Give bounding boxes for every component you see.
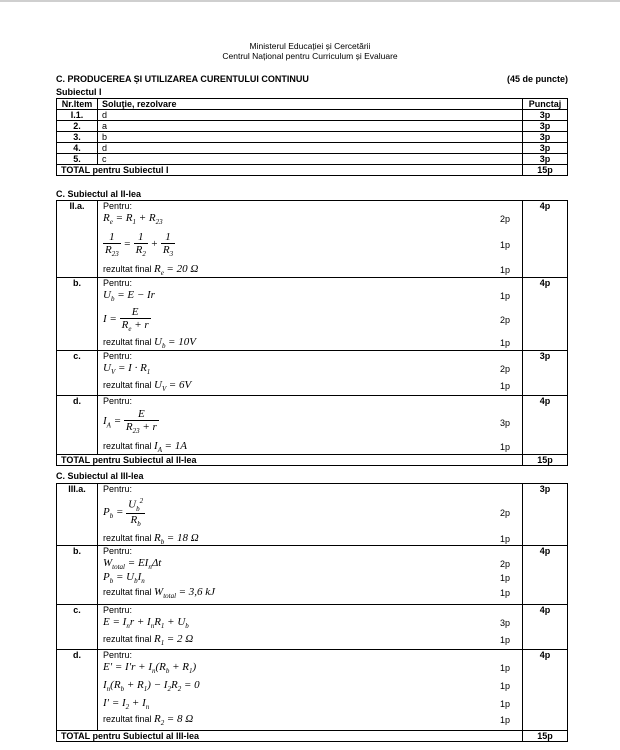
item-points: 4p	[523, 546, 568, 605]
item-number: c.	[57, 351, 98, 396]
header-points: Punctaj	[523, 99, 568, 110]
final-result-value: = 3,6 kJ	[178, 586, 216, 598]
final-result-value: = 2 Ω	[166, 633, 194, 645]
step-points: 2p	[499, 364, 510, 374]
item-points: 3p	[523, 143, 568, 154]
step-points: 1p	[499, 635, 510, 645]
step-points: 1p	[499, 442, 510, 452]
table-row	[57, 110, 568, 121]
ministry-name: Ministerul Educației și Cercetării	[249, 41, 371, 51]
subject-3-label: C. Subiectul al III-lea	[56, 471, 144, 481]
pentru-label: Pentru:	[103, 396, 133, 406]
item-number: 5.	[57, 154, 98, 165]
step-points: 1p	[499, 699, 510, 709]
section-points: (45 de puncte)	[506, 74, 568, 84]
item-number: 4.	[57, 143, 98, 154]
total-points: 15p	[523, 455, 568, 466]
step-points: 1p	[499, 573, 510, 583]
item-points: 4p	[523, 278, 568, 351]
answer: c	[98, 154, 523, 165]
solution-cell	[98, 396, 523, 455]
step-points: 1p	[499, 381, 510, 391]
final-result-value: = 10V	[168, 336, 196, 348]
item-number: II.a.	[57, 201, 98, 278]
answer: d	[98, 143, 523, 154]
page-top-border	[0, 0, 620, 2]
final-result: rezultat final $R_b = 18$ Ω	[103, 532, 199, 547]
final-result: rezultat final $U_b = 10V$	[103, 336, 196, 351]
step-points: 1p	[499, 715, 510, 725]
item-row-2a	[57, 201, 568, 278]
final-result: rezultat final $R_1 = 2$ Ω	[103, 633, 194, 648]
section-title	[56, 74, 568, 84]
final-result: rezultat final $R_e = 20$ Ω	[103, 263, 199, 278]
final-result-value: = 20 Ω	[166, 263, 199, 275]
subject-1-label: Subiectul I	[56, 87, 102, 97]
item-points: 4p	[523, 396, 568, 455]
final-result-label: rezultat final	[103, 441, 152, 451]
solution-cell	[98, 650, 523, 731]
table-header-row	[57, 99, 568, 110]
item-points: 3p	[523, 121, 568, 132]
final-result-value: = 1A	[164, 440, 187, 452]
item-points: 4p	[523, 201, 568, 278]
total-label: TOTAL pentru Subiectul I	[57, 165, 523, 176]
step-points: 1p	[499, 265, 510, 275]
final-result-label: rezultat final	[103, 533, 152, 543]
answer: a	[98, 121, 523, 132]
total-row	[57, 165, 568, 176]
item-number: b.	[57, 278, 98, 351]
table-row	[57, 143, 568, 154]
total-label: TOTAL pentru Subiectul al II-lea	[57, 455, 523, 466]
answer: d	[98, 110, 523, 121]
item-number: d.	[57, 396, 98, 455]
answer: b	[98, 132, 523, 143]
item-row-2c	[57, 351, 568, 396]
final-result-value: = 8 Ω	[166, 713, 194, 725]
final-result-label: rezultat final	[103, 337, 152, 347]
step-points: 1p	[499, 663, 510, 673]
item-points: 3p	[523, 484, 568, 546]
step-points: 1p	[499, 534, 510, 544]
step-points: 2p	[499, 508, 510, 518]
table-row	[57, 121, 568, 132]
total-label: TOTAL pentru Subiectul al III-lea	[57, 731, 523, 742]
item-points: 3p	[523, 110, 568, 121]
section-title-text: C. PRODUCEREA ȘI UTILIZAREA CURENTULUI CONTINUU	[56, 74, 309, 84]
pentru-label: Pentru:	[103, 201, 133, 211]
item-points: 3p	[523, 351, 568, 396]
solution-cell	[98, 546, 523, 605]
final-result: rezultat final $W_{total} = 3,6$ kJ	[103, 586, 216, 601]
formula-node: $I' = I_2 + I_n$	[103, 697, 150, 712]
table-row	[57, 132, 568, 143]
formula-loop: $I_n(R_b + R_1) - I_2R_2 = 0$	[103, 679, 200, 694]
solution-cell	[98, 605, 523, 650]
solution-cell	[98, 484, 523, 546]
step-points: 1p	[499, 291, 510, 301]
formula-ammeter: $I_A$ = $\frac{E}{R_{23} + r}$	[103, 408, 157, 436]
final-result: rezultat final $U_V = 6V$	[103, 379, 192, 394]
solution-cell	[98, 351, 523, 396]
subject-3-table	[56, 483, 568, 742]
table-row	[57, 154, 568, 165]
formula-equivalent-resistance: $R_e = R_1 + R_{23}$	[103, 212, 163, 227]
step-points: 1p	[499, 240, 510, 250]
pentru-label: Pentru:	[103, 351, 133, 361]
final-result: rezultat final $R_2 = 8$ Ω	[103, 713, 194, 728]
step-points: 2p	[499, 214, 510, 224]
step-points: 1p	[499, 338, 510, 348]
step-points: 1p	[499, 681, 510, 691]
item-row-3b	[57, 546, 568, 605]
pentru-label: Pentru:	[103, 650, 133, 660]
solution-cell	[98, 201, 523, 278]
item-row-2d	[57, 396, 568, 455]
final-result-label: rezultat final	[103, 587, 152, 597]
center-name: Centrul Național pentru Curriculum și Evaluare	[222, 51, 398, 61]
final-result-label: rezultat final	[103, 380, 152, 390]
header-solution: Soluţie, rezolvare	[98, 99, 523, 110]
item-number: 3.	[57, 132, 98, 143]
final-result-label: rezultat final	[103, 634, 152, 644]
final-result-label: rezultat final	[103, 714, 152, 724]
item-number: b.	[57, 546, 98, 605]
item-points: 3p	[523, 132, 568, 143]
item-row-3a	[57, 484, 568, 546]
item-number: I.1.	[57, 110, 98, 121]
item-row-3c	[57, 605, 568, 650]
final-result-value: = 6V	[168, 379, 192, 391]
item-number: 2.	[57, 121, 98, 132]
item-number: c.	[57, 605, 98, 650]
item-number: d.	[57, 650, 98, 731]
item-row-3d	[57, 650, 568, 731]
subject-2-label: C. Subiectul al II-lea	[56, 189, 142, 199]
solution-cell	[98, 278, 523, 351]
total-row	[57, 731, 568, 742]
total-points: 15p	[523, 165, 568, 176]
item-points: 4p	[523, 650, 568, 731]
subject-1-table	[56, 98, 568, 176]
pentru-label: Pentru:	[103, 278, 133, 288]
pentru-label: Pentru:	[103, 484, 133, 494]
total-points: 15p	[523, 731, 568, 742]
header-item: Nr.Item	[57, 99, 98, 110]
final-result: rezultat final $I_A = 1A$	[103, 440, 187, 455]
formula-emf: $E = I_nr + I_nR_1 + U_b$	[103, 616, 189, 631]
formula-parallel: $\frac{1}{R_{23}}$ = $\frac{1}{R_2}$ + $\frac{1}{R_3}$	[105, 231, 174, 259]
item-number: III.a.	[57, 484, 98, 546]
step-points: 3p	[499, 418, 510, 428]
item-points: 4p	[523, 605, 568, 650]
step-points: 2p	[499, 315, 510, 325]
formula-current: I = $\frac{E}{R_e + r}$	[103, 306, 149, 334]
formula-emf-new: $E' = I'r + I_n(R_b + R_1)$	[103, 661, 197, 676]
formula-power: $P_b$ = $\frac{U_b^2}{R_b}$	[103, 497, 144, 529]
pentru-label: Pentru:	[103, 546, 133, 556]
item-points: 3p	[523, 154, 568, 165]
formula-total-energy: $W_{total} = EI_n\Delta t$	[103, 557, 162, 572]
pentru-label: Pentru:	[103, 605, 133, 615]
step-points: 2p	[499, 559, 510, 569]
formula-voltmeter: $U_V = I \cdot R_1$	[103, 362, 151, 377]
total-row	[57, 455, 568, 466]
formula-voltage: $U_b = E - Ir$	[103, 289, 155, 304]
formula-bulb-power: $P_b = U_bI_n$	[103, 571, 145, 586]
step-points: 3p	[499, 618, 510, 628]
item-row-2b	[57, 278, 568, 351]
final-result-label: rezultat final	[103, 264, 152, 274]
final-result-value: = 18 Ω	[166, 532, 199, 544]
step-points: 1p	[499, 588, 510, 598]
subject-2-table	[56, 200, 568, 466]
